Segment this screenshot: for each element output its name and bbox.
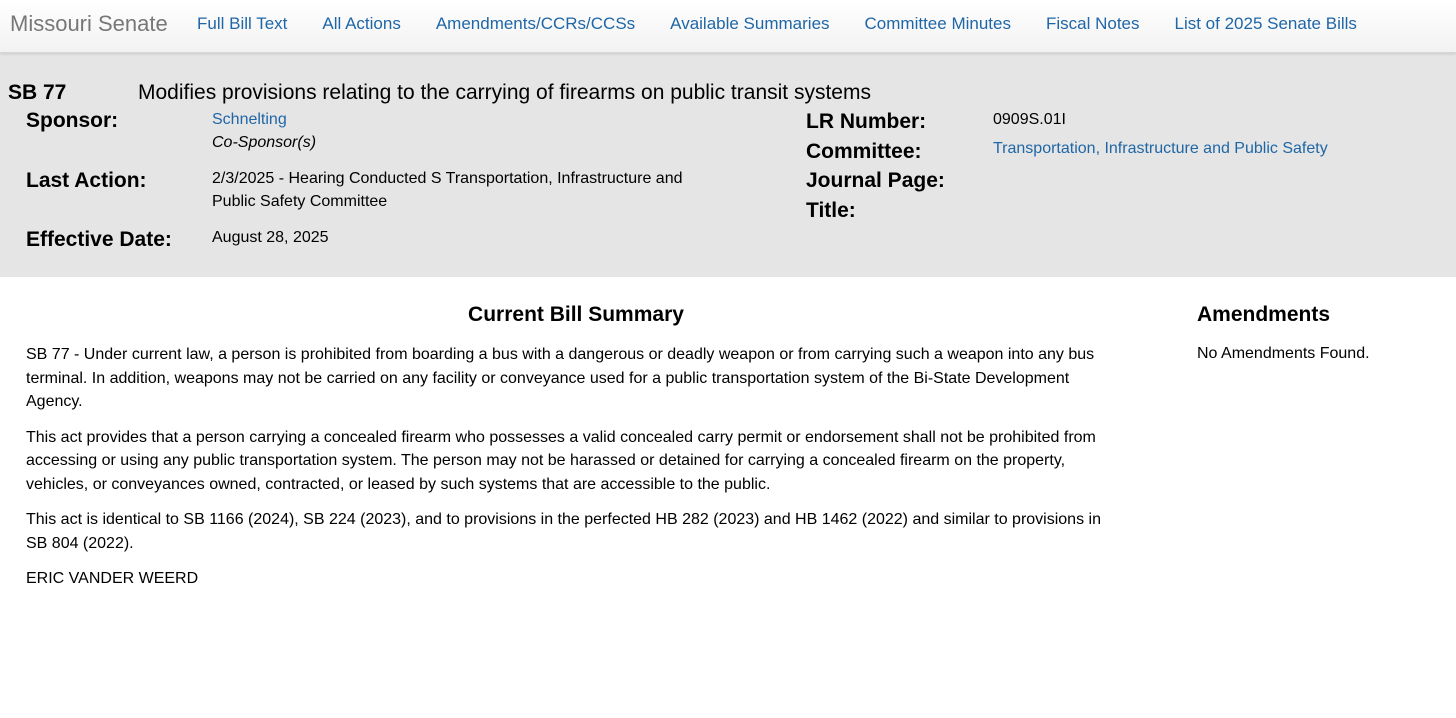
nav-senate-bills-list[interactable]: List of 2025 Senate Bills — [1174, 14, 1357, 33]
summary-body — [26, 343, 1126, 603]
sponsor-label: Sponsor: — [26, 109, 119, 132]
summary-paragraph: This act is identical to SB 1166 (2024), SB 224 (2023), and to provisions in the perfected HB 282 (2023) and HB 1462 (2022) and similar to provisions in SB 804 (2022). — [26, 511, 1101, 552]
committee-link[interactable]: Transportation, Infrastructure and Public Safety — [993, 140, 1328, 157]
amendments-empty-text: No Amendments Found. — [1197, 345, 1370, 362]
brand-link[interactable]: Missouri Senate — [10, 11, 168, 36]
journal-page-label: Journal Page: — [806, 169, 945, 192]
nav-full-bill-text[interactable]: Full Bill Text — [197, 14, 288, 33]
bill-number: SB 77 — [8, 81, 67, 104]
sponsor-link[interactable]: Schnelting — [212, 111, 287, 128]
top-navbar — [0, 0, 1456, 53]
bill-title: Modifies provisions relating to the carrying of firearms on public transit systems — [138, 81, 871, 104]
nav-all-actions[interactable]: All Actions — [322, 14, 401, 33]
last-action-label: Last Action: — [26, 169, 147, 192]
nav-committee-minutes[interactable]: Committee Minutes — [864, 14, 1011, 33]
bill-info-panel — [0, 53, 1456, 277]
nav-links — [197, 14, 1392, 34]
summary-paragraph: This act provides that a person carrying a concealed firearm who possesses a valid concealed carry permit or endorsement shall not be prohibited from accessing or using any public transportation system. The person may not be harassed or detained for carrying a concealed firearm on the property, vehicles, or conveyances owned, contracted, or leased by such systems that are accessible to the public. — [26, 428, 1096, 493]
effective-date-label: Effective Date: — [26, 228, 172, 251]
nav-amendments[interactable]: Amendments/CCRs/CCSs — [435, 14, 636, 33]
summary-paragraph: SB 77 - Under current law, a person is prohibited from boarding a bus with a dangerous or deadly weapon or from carrying such a weapon into any bus terminal. In addition, weapons may not be carried on any facility or conveyance used for a public transportation system of the Bi-State Development Agency. — [26, 346, 1095, 410]
cosponsors-text: Co-Sponsor(s) — [212, 134, 317, 151]
effective-date-value: August 28, 2025 — [212, 229, 329, 246]
committee-label: Committee: — [806, 140, 922, 163]
amendments-heading: Amendments — [1197, 303, 1331, 326]
summary-heading: Current Bill Summary — [468, 303, 684, 326]
summary-author: ERIC VANDER WEERD — [26, 570, 199, 587]
lr-number-label: LR Number: — [806, 110, 927, 133]
nav-available-summaries[interactable]: Available Summaries — [670, 14, 830, 33]
nav-fiscal-notes[interactable]: Fiscal Notes — [1045, 14, 1140, 33]
lr-number-value: 0909S.01I — [993, 111, 1066, 128]
title-label: Title: — [806, 199, 856, 222]
last-action-value: 2/3/2025 - Hearing Conducted S Transportation, Infrastructure and Public Safety Committee — [212, 170, 683, 210]
